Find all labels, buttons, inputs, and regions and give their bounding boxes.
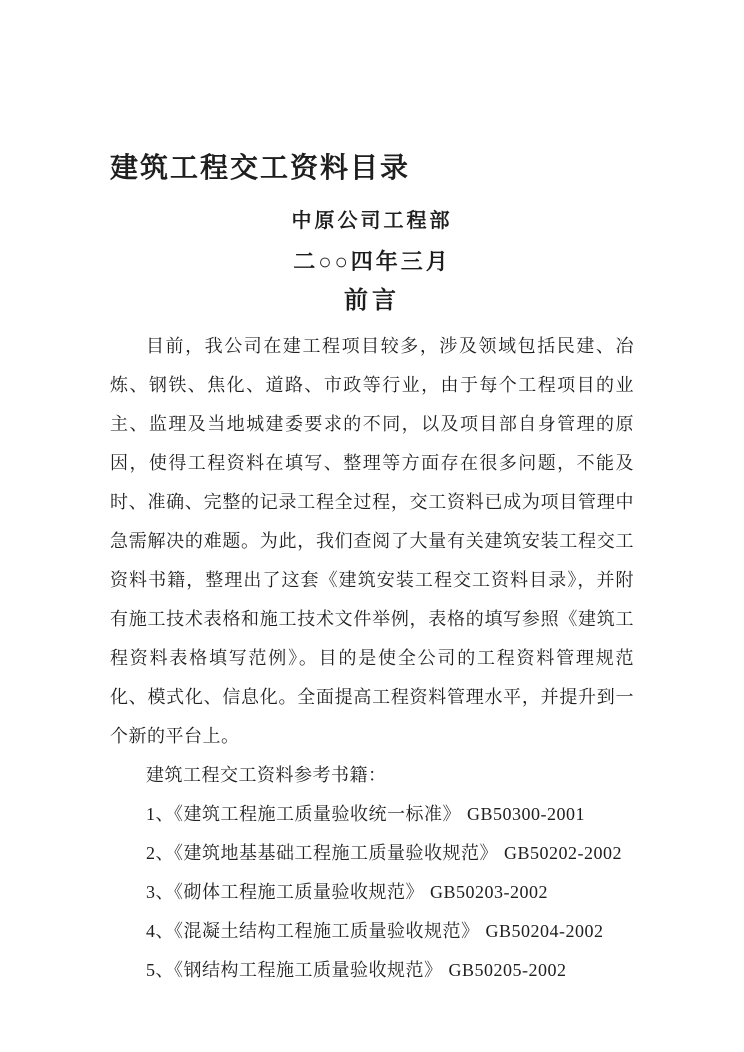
reference-number: 2、 [146,843,174,863]
preface-heading: 前言 [344,288,400,314]
reference-title: 《砌体工程施工质量验收规范》 [174,882,424,902]
reference-number: 5、 [146,960,174,980]
reference-item [146,951,634,990]
reference-number: 3、 [146,882,174,902]
reference-code: GB50205-2002 [448,960,567,980]
document-subtitle: 中原公司工程部 [291,210,453,232]
reference-title: 《建筑工程施工质量验收统一标准》 [174,804,461,824]
reference-item [146,834,634,873]
reference-title: 《建筑地基基础工程施工质量验收规范》 [174,843,498,863]
document-date: 二○○四年三月 [293,249,451,274]
document-title: 建筑工程交工资料目录 [110,153,411,184]
reference-code: GB50300-2001 [467,804,585,824]
reference-code: GB50203-2002 [430,882,548,902]
reference-item [146,795,634,834]
reference-title: 《钢结构工程施工质量验收规范》 [174,960,443,980]
reference-number: 4、 [146,921,174,941]
references-list [110,795,634,990]
reference-title: 《混凝土结构工程施工质量验收规范》 [174,921,480,941]
references-intro: 建筑工程交工资料参考书籍： [146,765,387,785]
preface-paragraph: 目前，我公司在建工程项目较多，涉及领域包括民建、冶炼、钢铁、焦化、道路、市政等行业，由于每个工程项目的业主、监理及当地城建委要求的不同，以及项目部自身管理的原因，使得工程资料在填写、整理等方面存在很多问题，不能及时、准确、完整的记录工程全过程，交工资料已成为项目管理中急需解决的难题。为此，我们查阅了大量有关建筑安装工程交工资料书籍，整理出了这套《建筑安装工程交工资料目录》，并附有施工技术表格和施工技术文件举例，表格的填写参照《建筑工程资料表格填写范例》。目的是使全公司的工程资料管理规范化、模式化、信息化。全面提高工程资料管理水平，并提升到一个新的平台上。 [110,336,634,746]
reference-number: 1、 [146,804,174,824]
reference-item [146,873,634,912]
reference-code: GB50204-2002 [485,921,604,941]
reference-item [146,912,634,951]
reference-code: GB50202-2002 [504,843,622,863]
